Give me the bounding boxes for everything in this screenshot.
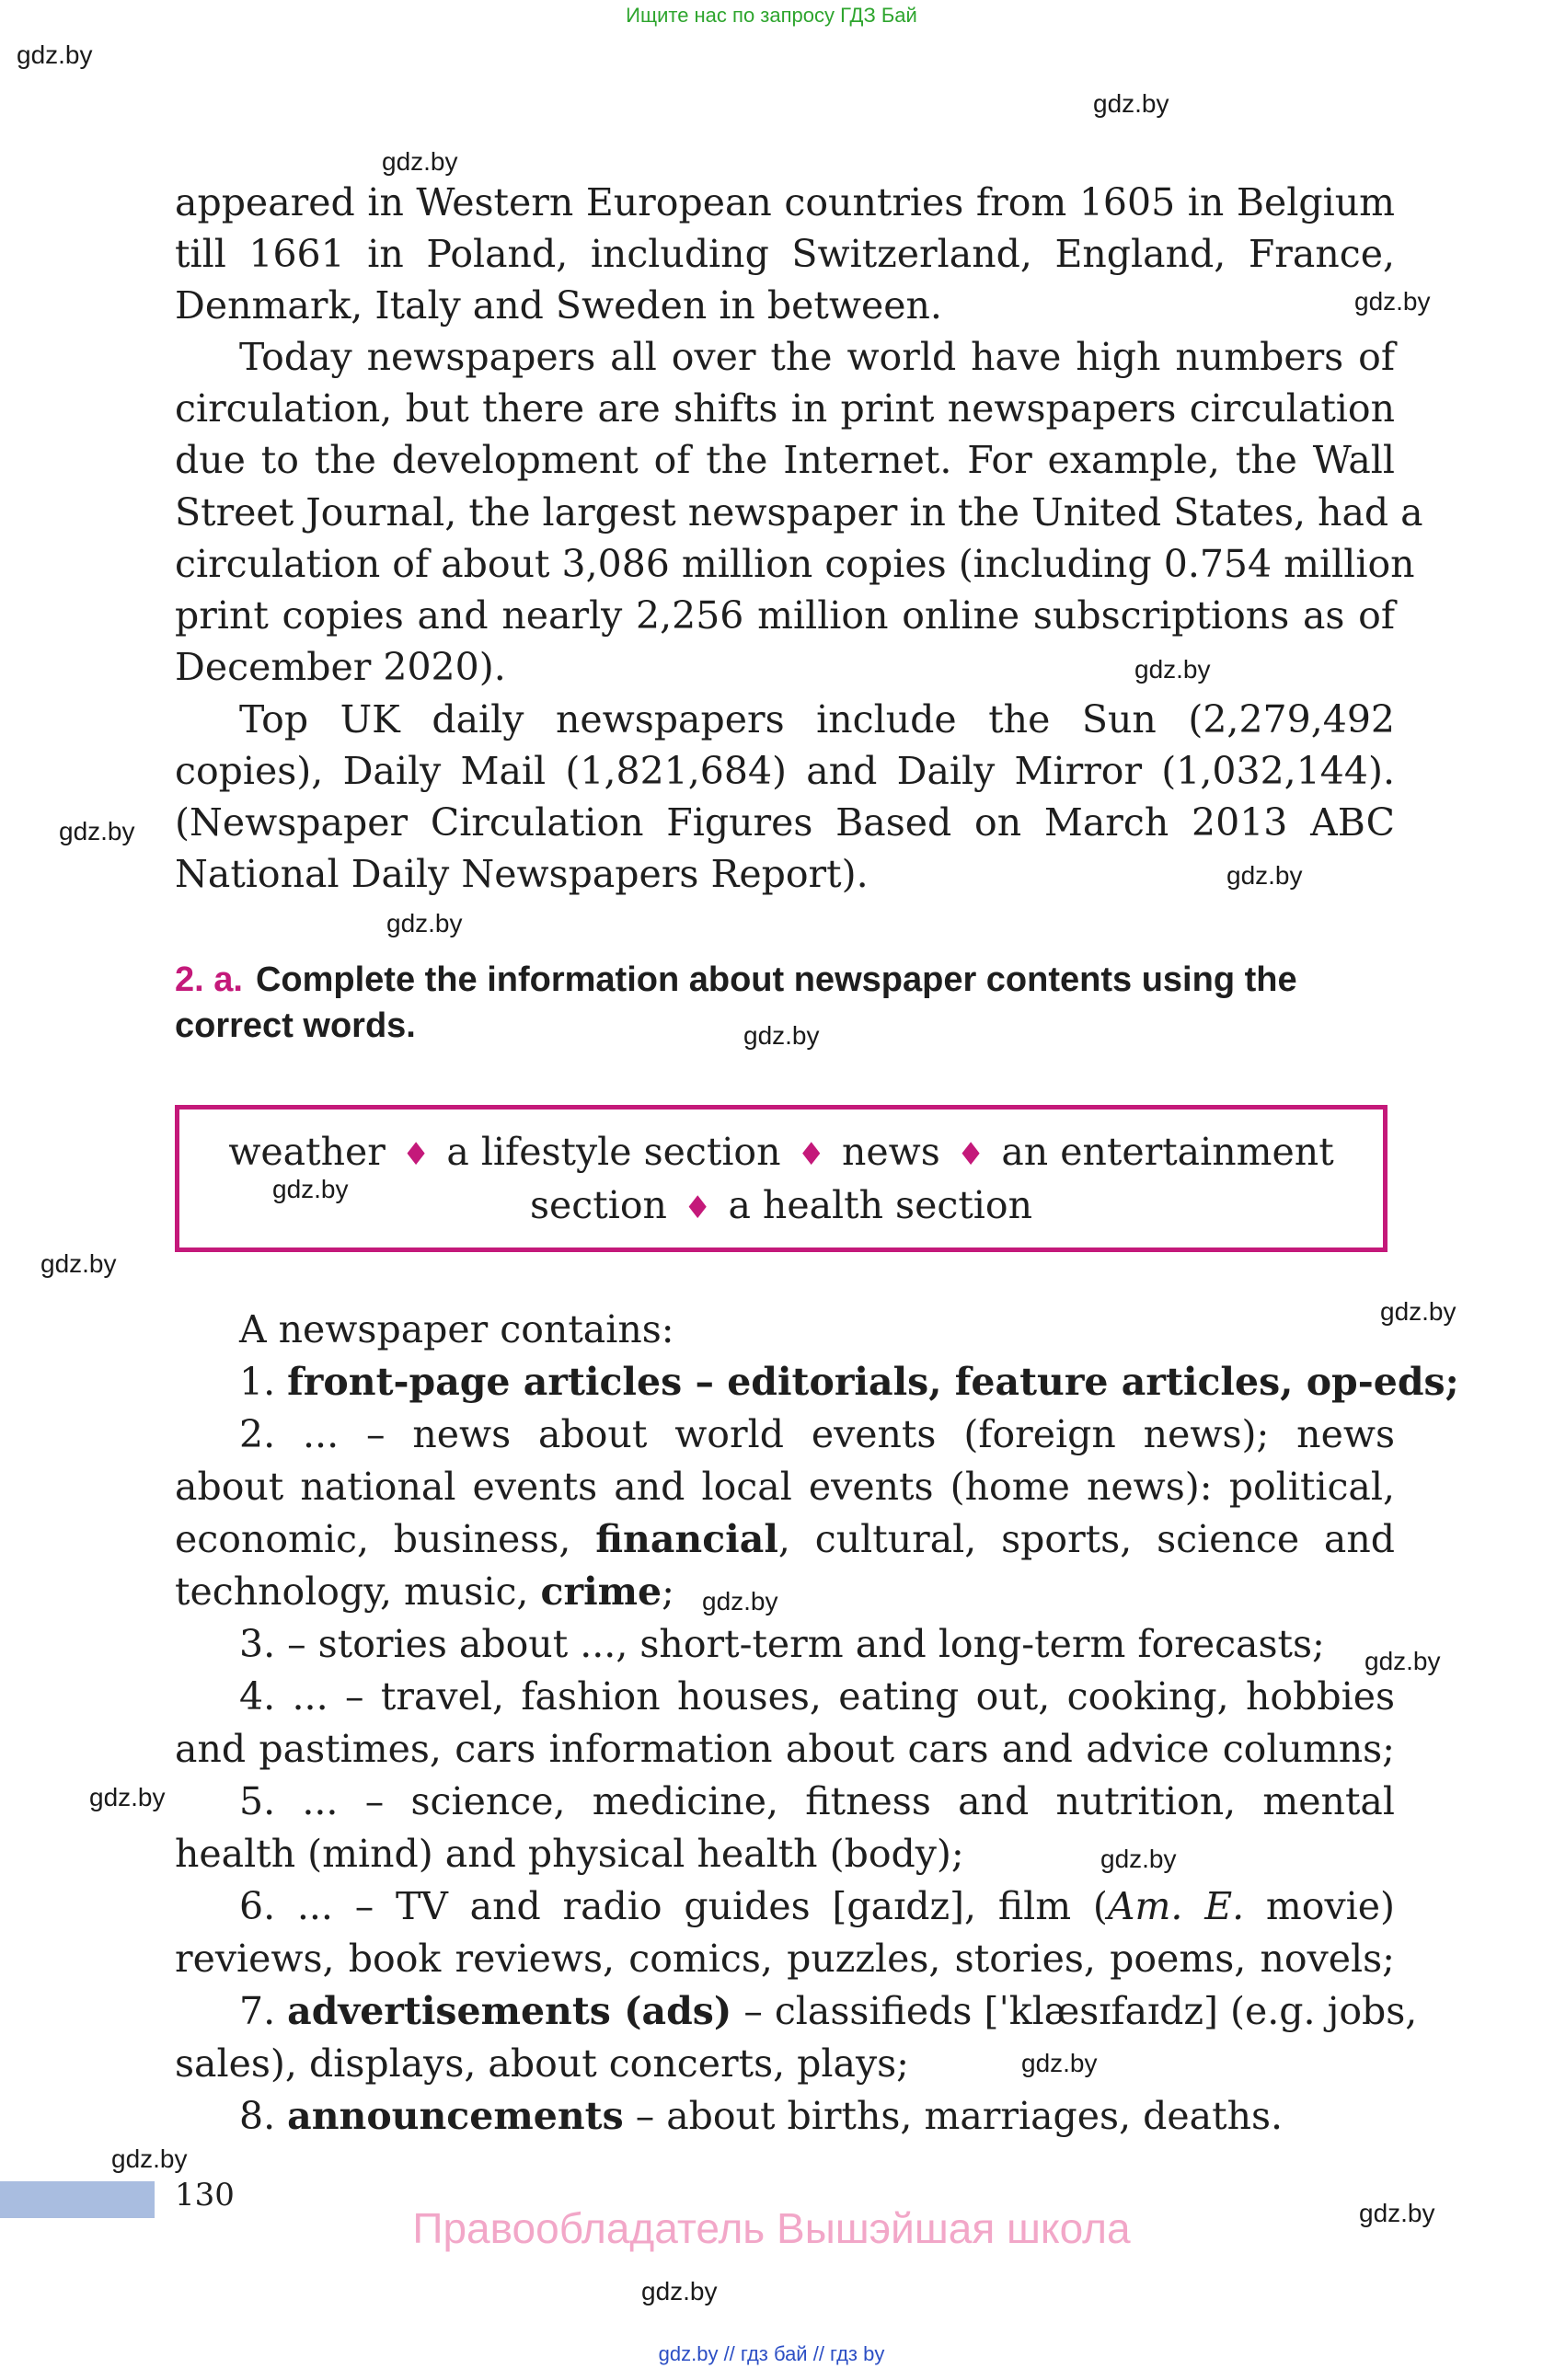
text-line: health (mind) and physical health (body); xyxy=(175,1832,964,1876)
text-line: about national events and local events (home news): political, xyxy=(175,1465,1395,1509)
list-intro: A newspaper contains: xyxy=(239,1307,674,1351)
word-option: an entertainment xyxy=(1001,1130,1334,1174)
word-option: a lifestyle section xyxy=(446,1130,781,1174)
text-line: due to the development of the Internet. For example, the Wall xyxy=(175,438,1395,482)
watermark: gdz.by xyxy=(17,40,93,69)
watermark: gdz.by xyxy=(1021,2049,1098,2077)
word-option: a health section xyxy=(728,1183,1032,1227)
diamond-icon: ♦ xyxy=(797,1136,826,1173)
watermark: gdz.by xyxy=(1365,1647,1441,1675)
text-line: sales), displays, about concerts, plays; xyxy=(175,2041,909,2086)
watermark: gdz.by xyxy=(59,817,135,845)
list-item: 4. ... – travel, fashion houses, eating out, cooking, hobbies xyxy=(239,1674,1395,1719)
watermark: gdz.by xyxy=(1359,2199,1435,2227)
task-number: 2. a. xyxy=(175,960,243,999)
list-item: 1. front-page articles – editorials, feature articles, op-eds; xyxy=(239,1360,1459,1404)
text-line: reviews, book reviews, comics, puzzles, stories, poems, novels; xyxy=(175,1937,1395,1981)
text-line: till 1661 in Poland, including Switzerland, England, France, xyxy=(175,232,1395,276)
watermark: gdz.by xyxy=(641,2277,718,2305)
list-item: 8. announcements – about births, marriages, deaths. xyxy=(239,2094,1284,2138)
page-number: 130 xyxy=(175,2177,235,2213)
word-box xyxy=(175,1105,1388,1252)
watermark: gdz.by xyxy=(1226,861,1303,890)
text-line: Top UK daily newspapers include the Sun (2,279,492 xyxy=(239,697,1395,742)
word-option: news xyxy=(842,1130,940,1174)
list-item: 5. ... – science, medicine, fitness and nutrition, mental xyxy=(239,1779,1395,1823)
task-text: Complete the information about newspaper contents using the xyxy=(255,960,1297,999)
watermark: gdz.by xyxy=(702,1587,778,1615)
watermark: gdz.by xyxy=(743,1021,820,1050)
text-line: Street Journal, the largest newspaper in the United States, had a xyxy=(175,490,1423,535)
watermark: gdz.by xyxy=(272,1175,349,1203)
diamond-icon: ♦ xyxy=(401,1136,431,1173)
text-line: print copies and nearly 2,256 million online subscriptions as of xyxy=(175,593,1395,638)
copyright-owner: Правообладатель Вышэйшая школа xyxy=(412,2204,1131,2252)
word-option: section xyxy=(530,1183,667,1227)
list-item: 7. advertisements (ads) – classifieds [ˈklæsɪfaɪdz] (e.g. jobs, xyxy=(239,1989,1418,2033)
watermark: gdz.by xyxy=(1380,1297,1457,1326)
watermark: gdz.by xyxy=(1100,1845,1177,1873)
watermark: gdz.by xyxy=(111,2144,188,2173)
word-option: weather xyxy=(228,1130,386,1174)
text-line: Denmark, Italy and Sweden in between. xyxy=(175,283,942,328)
search-note: Ищите нас по запросу ГДЗ Бай xyxy=(626,4,917,27)
diamond-icon: ♦ xyxy=(956,1136,985,1173)
watermark: gdz.by xyxy=(1134,655,1211,684)
text-line: economic, business, financial, cultural, sports, science and xyxy=(175,1517,1395,1561)
task-text: correct words. xyxy=(175,1006,416,1045)
text-line: December 2020). xyxy=(175,645,506,689)
text-line: circulation, but there are shifts in print newspapers circulation xyxy=(175,386,1395,431)
list-item: 2. ... – news about world events (foreign news); news xyxy=(239,1412,1395,1456)
text-line: circulation of about 3,086 million copies (including 0.754 million xyxy=(175,542,1415,586)
text-line: technology, music, crime; xyxy=(175,1569,674,1614)
text-line: Today newspapers all over the world have high numbers of xyxy=(239,335,1395,379)
text-line: copies), Daily Mail (1,821,684) and Daily Mirror (1,032,144). xyxy=(175,749,1395,793)
watermark: gdz.by xyxy=(382,147,458,176)
text-line: (Newspaper Circulation Figures Based on March 2013 ABC xyxy=(175,800,1395,845)
watermark: gdz.by xyxy=(89,1783,166,1811)
list-item: 6. ... – TV and radio guides [gaɪdz], film (Am. E. movie) xyxy=(239,1884,1396,1928)
watermark: gdz.by xyxy=(386,909,463,937)
watermark: gdz.by xyxy=(1354,287,1431,316)
watermark: gdz.by xyxy=(40,1249,117,1278)
text-line: appeared in Western European countries from 1605 in Belgium xyxy=(175,180,1395,224)
site-links[interactable]: gdz.by // гдз бай // гдз by xyxy=(658,2342,885,2365)
diamond-icon: ♦ xyxy=(683,1190,712,1226)
text-line: and pastimes, cars information about cars and advice columns; xyxy=(175,1727,1395,1771)
text-line: National Daily Newspapers Report). xyxy=(175,852,869,896)
watermark: gdz.by xyxy=(1093,89,1169,118)
list-item: 3. – stories about ..., short-term and long-term forecasts; xyxy=(239,1622,1325,1666)
task-instruction xyxy=(175,957,1399,1049)
